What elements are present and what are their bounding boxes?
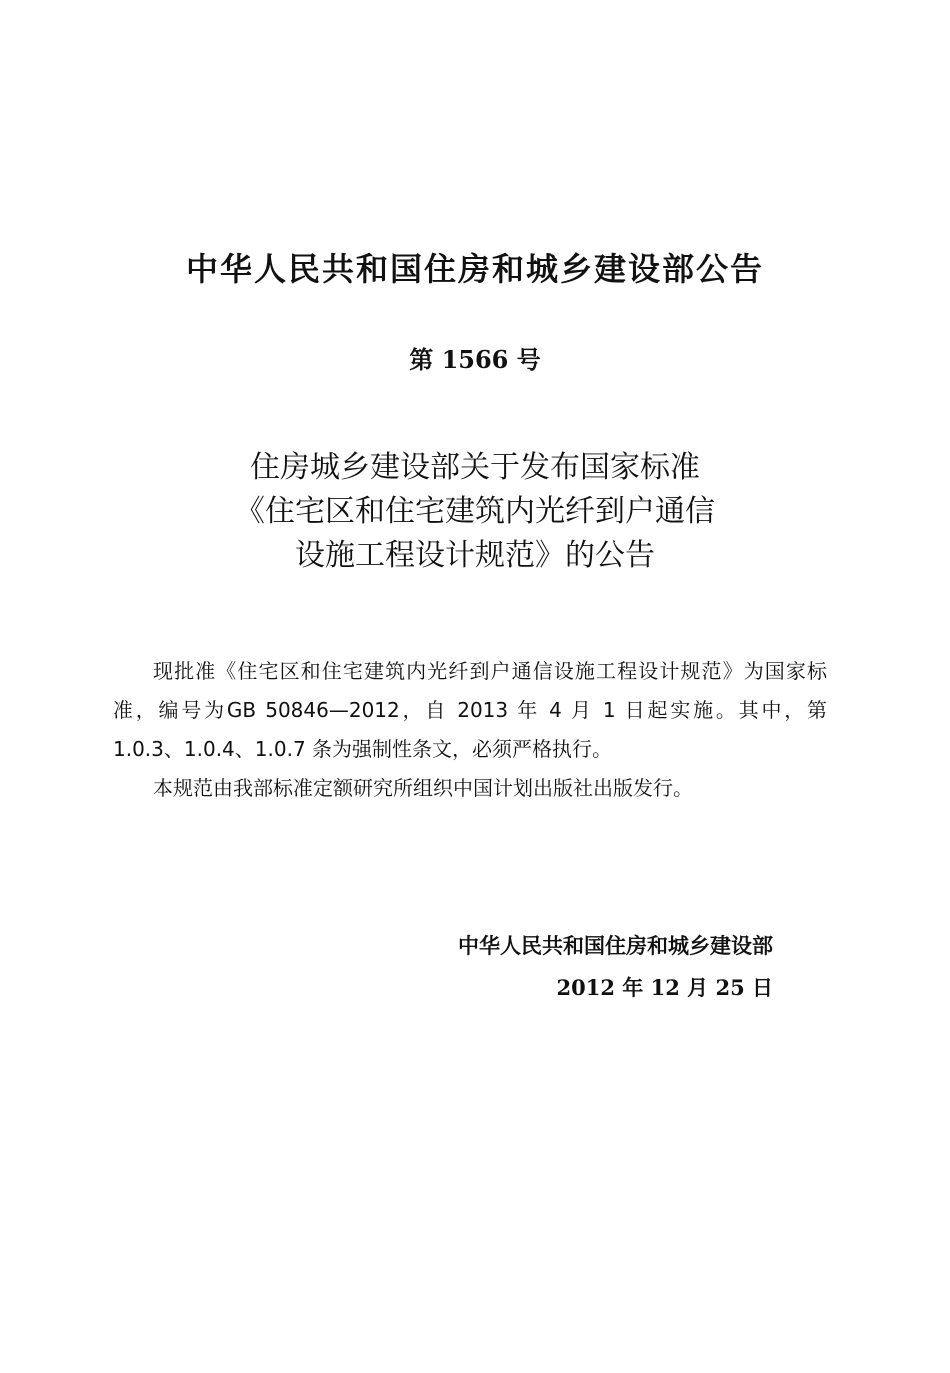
issue-date: 2012 年 12 月 25 日 [556, 975, 773, 1000]
notice-body [113, 652, 827, 808]
notice-title-line: 《住宅区和住宅建筑内光纤到户通信 [235, 494, 715, 529]
notice-title-line: 设施工程设计规范》的公告 [295, 538, 655, 573]
issuer-name: 中华人民共和国住房和城乡建设部 [458, 934, 773, 958]
notice-title-line: 住房城乡建设部关于发布国家标准 [250, 450, 700, 485]
body-paragraph: 现批准《住宅区和住宅建筑内光纤到户通信设施工程设计规范》为国家标准，编号为GB 50846—2012，自 2013 年 4 月 1 日起实施。其中，第 1.0.3、1.0.4、1.0.7 条为强制性条文，必须严格执行。 [113, 659, 827, 761]
announcement-number: 第 1566 号 [409, 345, 541, 374]
notice-title [0, 446, 950, 578]
body-paragraph: 本规范由我部标准定额研究所组织中国计划出版社出版发行。 [153, 776, 693, 800]
announcement-heading: 中华人民共和国住房和城乡建设部公告 [185, 250, 764, 288]
signature-block [458, 925, 773, 1009]
